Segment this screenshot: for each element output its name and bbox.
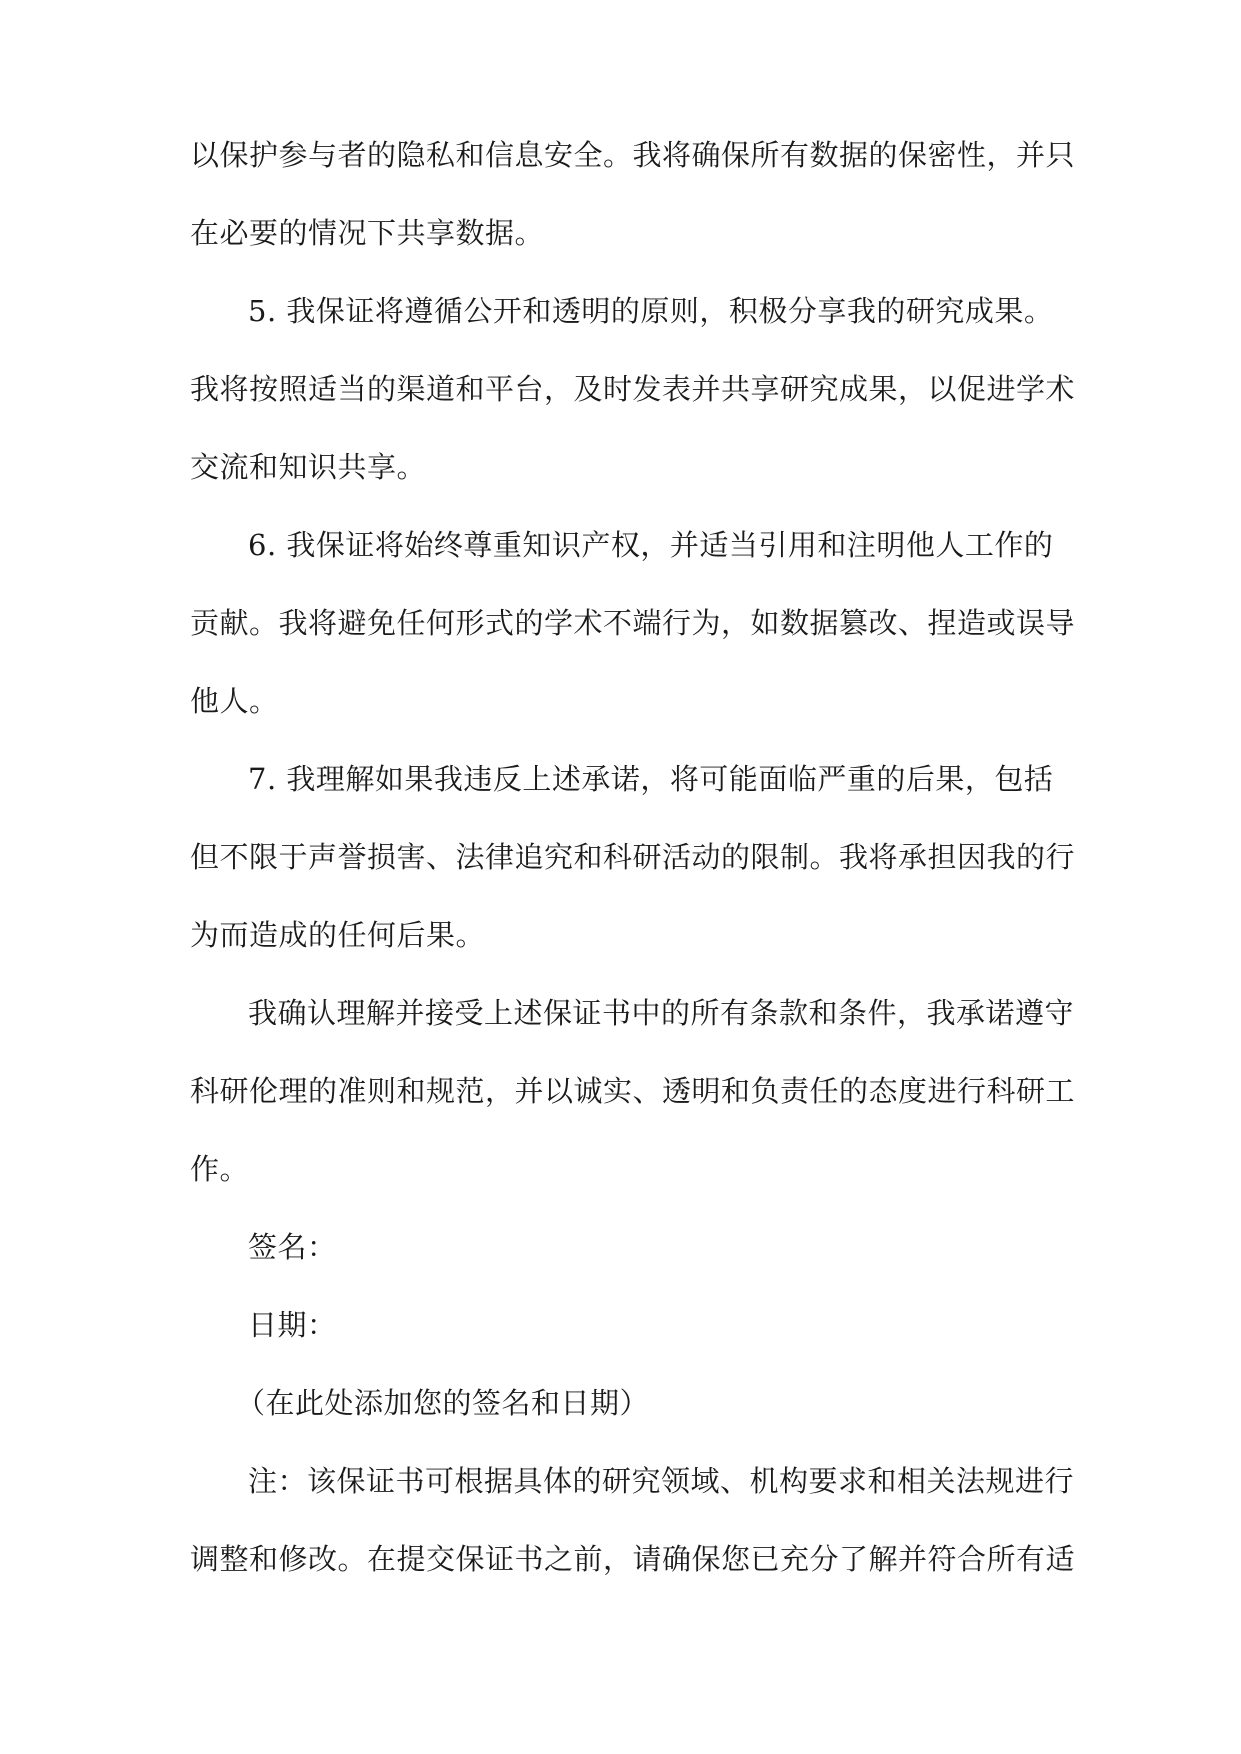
- text-line: 在必要的情况下共享数据。: [190, 216, 545, 250]
- text-line: 他人。: [190, 684, 279, 718]
- text-line: 我确认理解并接受上述保证书中的所有条款和条件，我承诺遵守: [248, 996, 1075, 1030]
- text-line: 签名：: [248, 1230, 337, 1264]
- text-line: 5. 我保证将遵循公开和透明的原则，积极分享我的研究成果。: [248, 294, 1054, 328]
- text-line: 为而造成的任何后果。: [190, 918, 486, 952]
- paragraph-privacy-continued: [190, 116, 1076, 272]
- paragraph-item-7: [190, 740, 1076, 974]
- text-line: 但不限于声誉损害、法律追究和科研活动的限制。我将承担因我的行: [190, 840, 1076, 874]
- text-line: 7. 我理解如果我违反上述承诺，将可能面临严重的后果，包括: [248, 762, 1054, 796]
- paragraph-note: [190, 1442, 1076, 1598]
- text-line: 作。: [190, 1152, 250, 1186]
- text-line: 日期：: [248, 1308, 337, 1342]
- text-line: 6. 我保证将始终尊重知识产权，并适当引用和注明他人工作的: [248, 528, 1054, 562]
- text-line: 我将按照适当的渠道和平台，及时发表并共享研究成果，以促进学术: [190, 372, 1076, 406]
- signature-instruction: [190, 1364, 1052, 1442]
- text-line: 调整和修改。在提交保证书之前，请确保您已充分了解并符合所有适: [190, 1542, 1076, 1576]
- text-line: 贡献。我将避免任何形式的学术不端行为，如数据篡改、捏造或误导: [190, 606, 1076, 640]
- document-body: [190, 116, 1076, 1598]
- paragraph-confirmation: [190, 974, 1076, 1208]
- text-line: 以保护参与者的隐私和信息安全。我将确保所有数据的保密性，并只: [190, 138, 1076, 172]
- text-line: 注：该保证书可根据具体的研究领域、机构要求和相关法规进行: [248, 1464, 1075, 1498]
- paragraph-item-6: [190, 506, 1076, 740]
- text-line: 科研伦理的准则和规范，并以诚实、透明和负责任的态度进行科研工: [190, 1074, 1076, 1108]
- paragraph-item-5: [190, 272, 1076, 506]
- text-line: （在此处添加您的签名和日期）: [236, 1386, 650, 1420]
- signature-label: [190, 1208, 1052, 1286]
- text-line: 交流和知识共享。: [190, 450, 427, 484]
- date-label: [190, 1286, 1052, 1364]
